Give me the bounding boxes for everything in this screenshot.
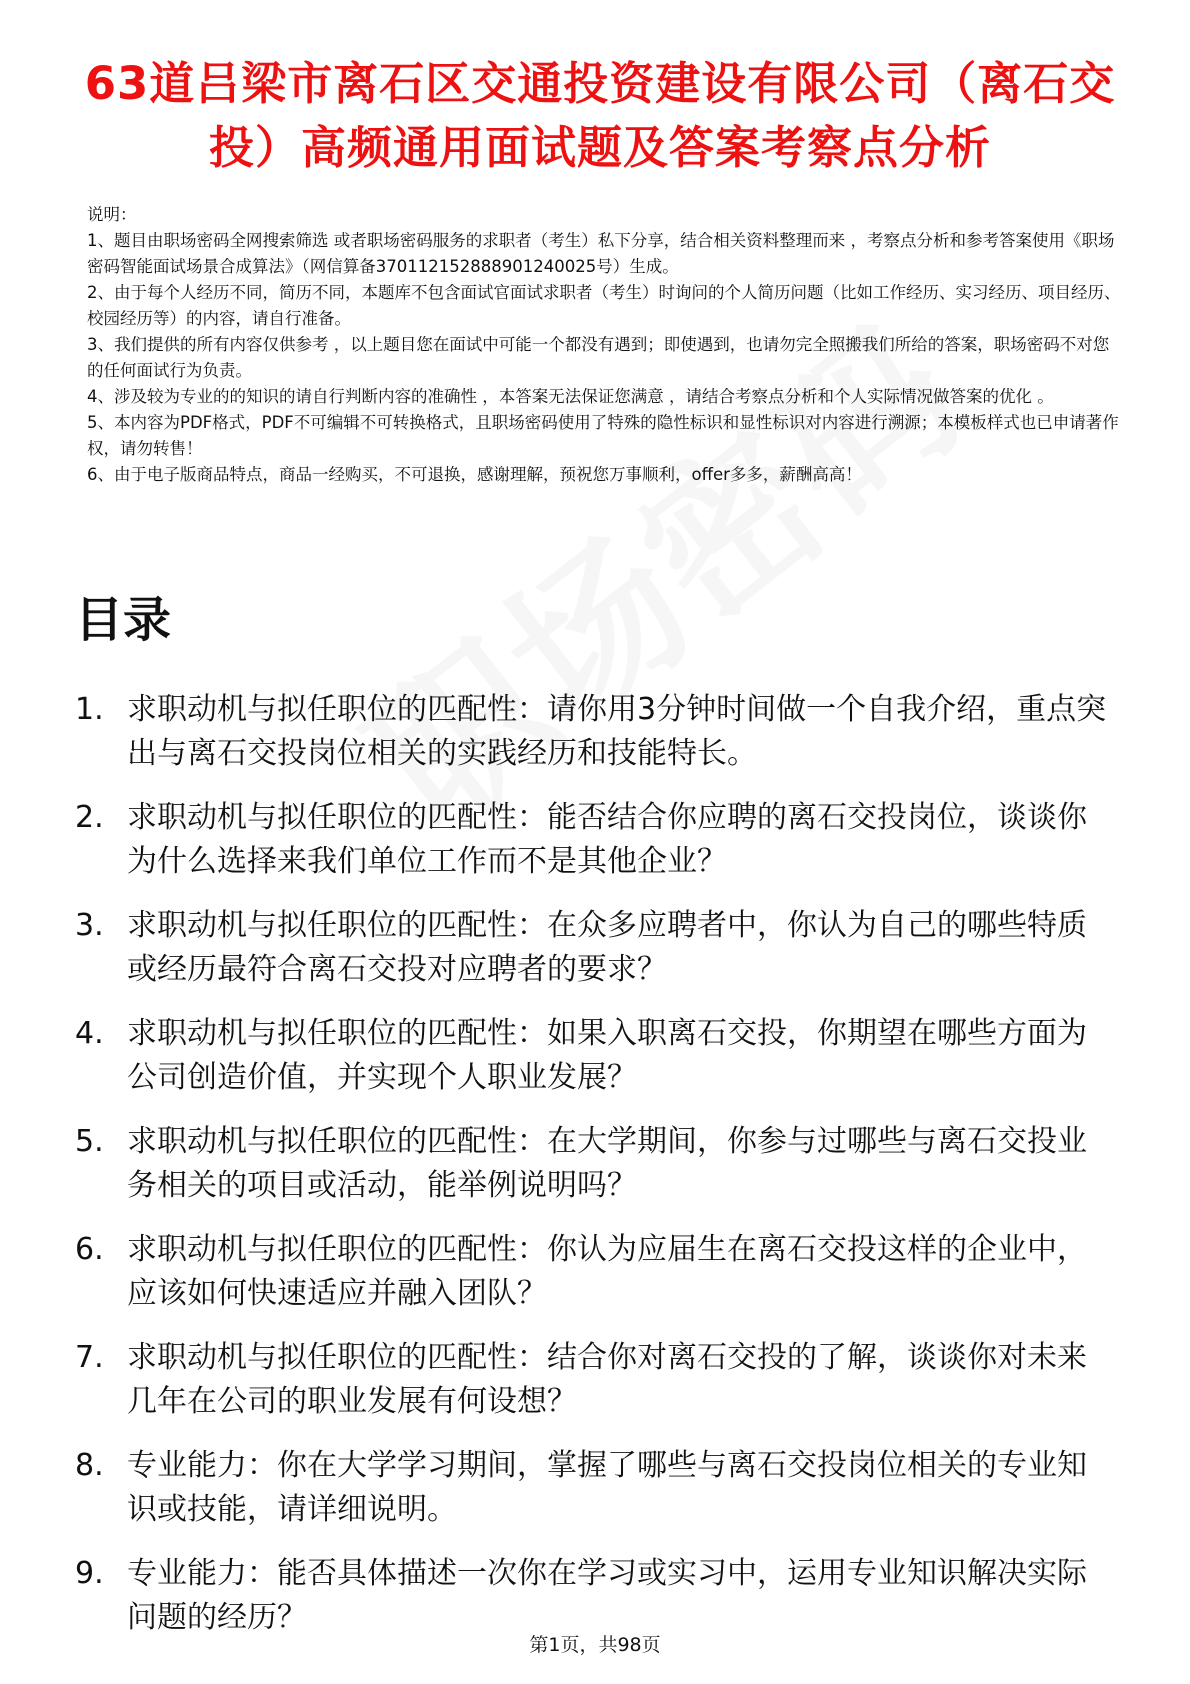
toc-item-text: 求职动机与拟任职位的匹配性：在大学期间，你参与过哪些与离石交投业务相关的项目或活动，能举例说明吗？ [127,1124,1087,1203]
toc-list [75,688,1115,1660]
toc-item-4[interactable] [75,1012,1115,1100]
toc-item-number: 5. [75,1124,104,1159]
page-number: 第1页，共98页 [529,1634,661,1656]
toc-item-text: 专业能力：能否具体描述一次你在学习或实习中，运用专业知识解决实际问题的经历？ [127,1556,1087,1635]
toc-item-number: 9. [75,1556,104,1591]
document-title: 63道吕梁市离石区交通投资建设有限公司（离石交投）高频通用面试题及答案考察点分析 [84,57,1116,174]
note-item-2: 2、由于每个人经历不同，简历不同，本题库不包含面试官面试求职者（考生）时询问的个人简历问题（比如工作经历、实习经历、项目经历、校园经历等）的内容，请自行准备。 [87,283,1121,328]
toc-item-number: 3. [75,908,104,943]
toc-item-3[interactable] [75,904,1115,992]
toc-item-5[interactable] [75,1120,1115,1208]
toc-item-7[interactable] [75,1336,1115,1424]
toc-item-8[interactable] [75,1444,1115,1532]
toc-item-2[interactable] [75,796,1115,884]
toc-item-text: 求职动机与拟任职位的匹配性：能否结合你应聘的离石交投岗位，谈谈你为什么选择来我们单位工作而不是其他企业？ [127,800,1087,879]
note-item-4: 4、涉及较为专业的的知识的请自行判断内容的准确性 ，本答案无法保证您满意 ，请结合考察点分析和个人实际情况做答案的优化 。 [87,387,1054,406]
notes-heading: 说明： [87,205,137,224]
toc-item-text: 专业能力：你在大学学习期间，掌握了哪些与离石交投岗位相关的专业知识或技能，请详细说明。 [127,1448,1087,1527]
toc-item-number: 8. [75,1448,104,1483]
toc-item-number: 4. [75,1016,104,1051]
toc-item-text: 求职动机与拟任职位的匹配性：在众多应聘者中，你认为自己的哪些特质或经历最符合离石交投对应聘者的要求？ [127,908,1087,987]
toc-item-number: 7. [75,1340,104,1375]
toc-item-number: 6. [75,1232,104,1267]
toc-heading: 目录 [75,592,172,648]
note-item-3: 3、我们提供的所有内容仅供参考 ，以上题目您在面试中可能一个都没有遇到；即使遇到，也请勿完全照搬我们所给的答案，职场密码不对您的任何面试行为负责。 [87,335,1110,380]
notes-section [87,202,1122,488]
toc-item-6[interactable] [75,1228,1115,1316]
toc-item-1[interactable] [75,688,1115,776]
toc-item-text: 求职动机与拟任职位的匹配性：如果入职离石交投，你期望在哪些方面为公司创造价值，并实现个人职业发展？ [127,1016,1087,1095]
note-item-1: 1、题目由职场密码全网搜索筛选 或者职场密码服务的求职者（考生）私下分享，结合相关资料整理而来 ，考察点分析和参考答案使用《职场密码智能面试场景合成算法》（网信算备370112152888901240025号）生成。 [87,231,1115,276]
toc-item-text: 求职动机与拟任职位的匹配性：请你用3分钟时间做一个自我介绍，重点突出与离石交投岗位相关的实践经历和技能特长。 [127,692,1107,771]
note-item-6: 6、由于电子版商品特点，商品一经购买，不可退换，感谢理解，预祝您万事顺利，offer多多，薪酬高高！ [87,465,862,484]
note-item-5: 5、本内容为PDF格式，PDF不可编辑不可转换格式，且职场密码使用了特殊的隐性标识和显性标识对内容进行溯源；本模板样式也已申请著作权，请勿转售！ [87,413,1119,458]
toc-item-text: 求职动机与拟任职位的匹配性：结合你对离石交投的了解，谈谈你对未来几年在公司的职业发展有何设想？ [127,1340,1087,1419]
toc-item-text: 求职动机与拟任职位的匹配性：你认为应届生在离石交投这样的企业中，应该如何快速适应并融入团队？ [127,1232,1087,1311]
toc-item-number: 1. [75,692,104,727]
toc-item-9[interactable] [75,1552,1115,1640]
toc-item-number: 2. [75,800,104,835]
